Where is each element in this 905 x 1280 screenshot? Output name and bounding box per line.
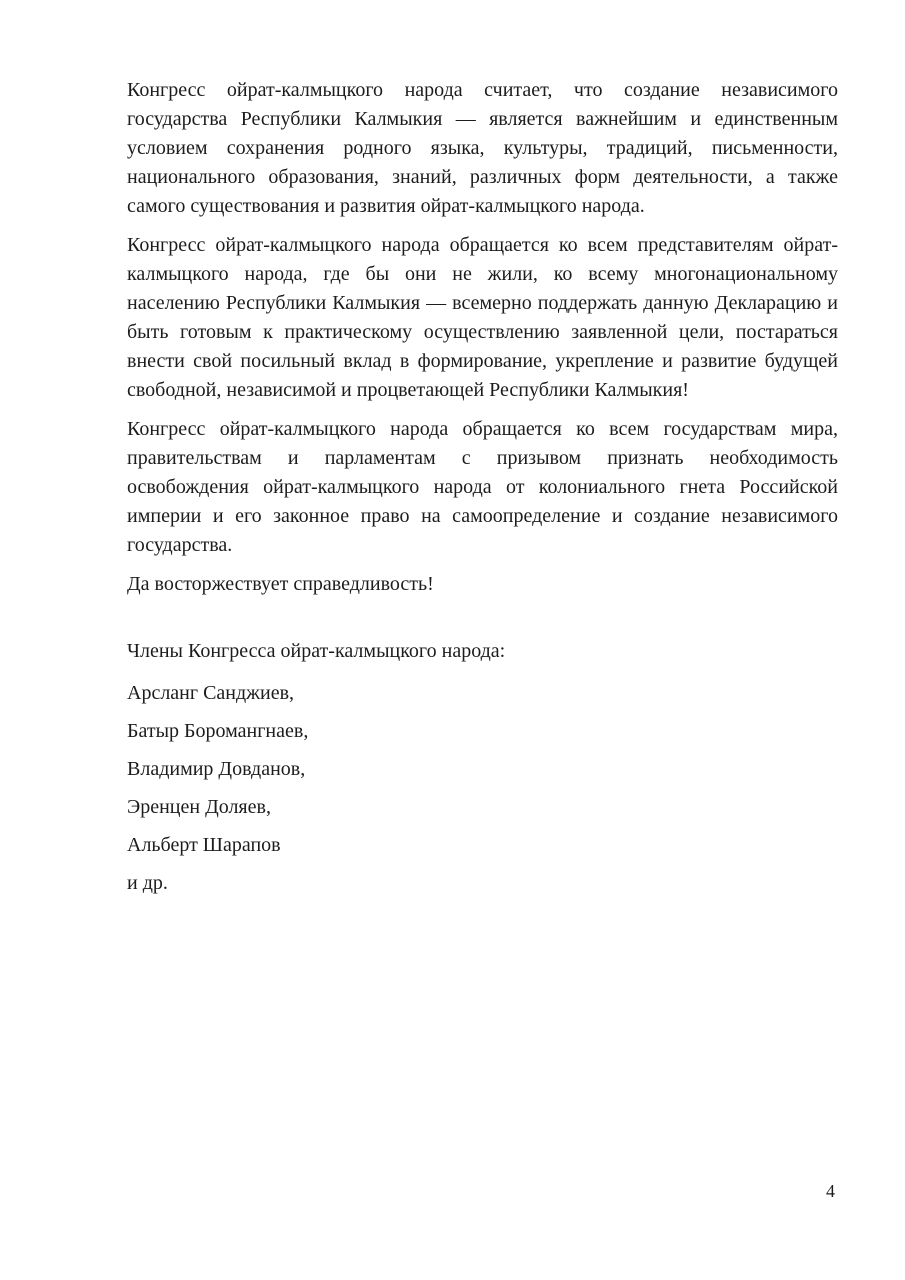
member-line: Альберт Шарапов (127, 834, 281, 856)
page-content (127, 76, 838, 907)
member-line: Арсланг Санджиев, (127, 682, 295, 704)
member-line: Батыр Боромангнаев, (127, 720, 309, 742)
paragraph-appeal-to-states: Конгресс ойрат-калмыцкого народа обращается ко всем государствам мира, правительствам и парламентам с призывом признать необходимость освобождения ойрат-калмыцкого народа от колониального гнета Российской империи и его законное право на самоопределение и создание независимого государства. (127, 418, 838, 556)
members-list (127, 679, 838, 898)
members-heading: Члены Конгресса ойрат-калмыцкого народа: (127, 640, 506, 662)
member-line: Эренцен Доляев, (127, 796, 271, 818)
paragraph-congress-considers: Конгресс ойрат-калмыцкого народа считает, что создание независимого государства Республики Калмыкия — является важнейшим и единственным условием сохранения родного языка, культуры, традиций, письменности, национального образования, знаний, различных форм деятельности, а также самого существования и развития ойрат-калмыцкого народа. (127, 79, 838, 217)
member-line: и др. (127, 872, 168, 894)
paragraph-appeal-to-people: Конгресс ойрат-калмыцкого народа обращается ко всем представителям ойрат-калмыцкого народа, где бы они не жили, ко всему многонациональному населению Республики Калмыкия — всемерно поддержать данную Декларацию и быть готовым к практическому осуществлению заявленной цели, постараться внести свой посильный вклад в формирование, укрепление и развитие будущей свободной, независимой и процветающей Республики Калмыкия! (127, 234, 838, 401)
page-number: 4 (826, 1181, 835, 1201)
slogan-line: Да восторжествует справедливость! (127, 573, 434, 595)
member-line: Владимир Довданов, (127, 758, 306, 780)
